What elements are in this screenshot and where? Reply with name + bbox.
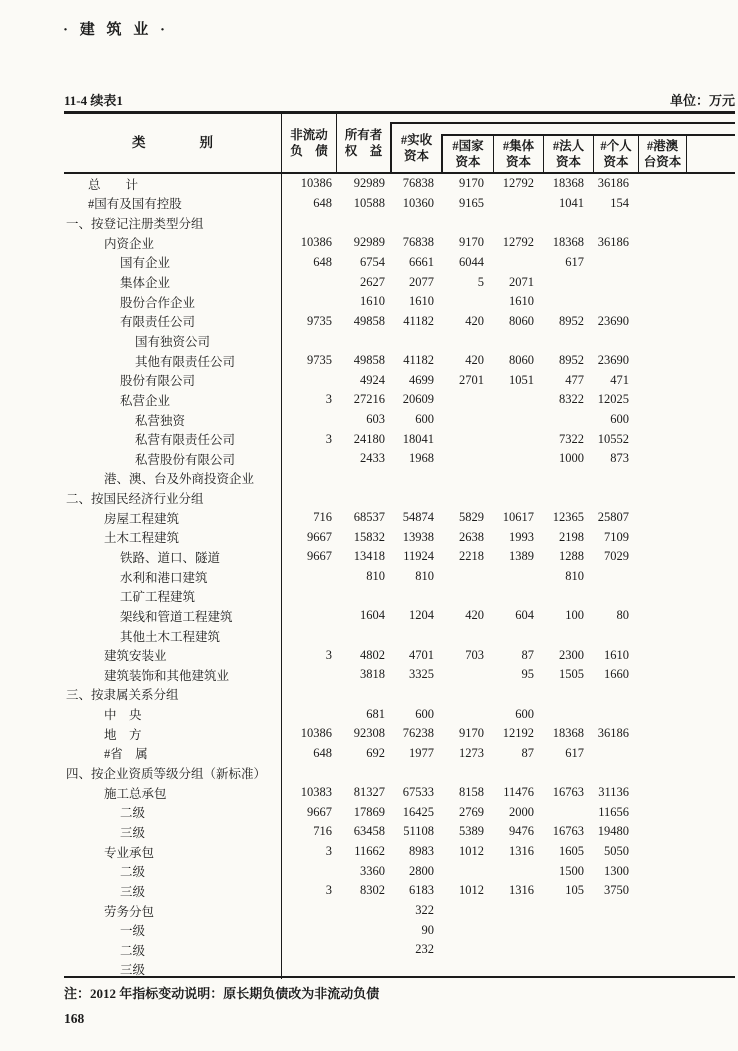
cell-state-capital: 2769 [459, 804, 484, 819]
cell-individual-capital: 600 [610, 412, 629, 426]
cell-noncurrent-liabilities: 3 [325, 647, 332, 662]
column-header-hk-macao-taiwan-capital: #港澳 台资本 [638, 136, 686, 172]
cell-collective-capital: 2000 [509, 804, 534, 819]
cell-owners-equity: 2433 [360, 451, 385, 466]
cell-owners-equity: 2627 [360, 274, 385, 289]
table-row [64, 488, 735, 508]
statistics-table [64, 111, 735, 978]
row-label: #省 属 [64, 744, 282, 764]
row-label: 建筑装饰和其他建筑业 [64, 665, 282, 685]
table-row [64, 567, 735, 587]
table-row [64, 704, 735, 724]
cell-legal-person-capital: 1288 [559, 549, 584, 564]
row-label: 港、澳、台及外商投资企业 [64, 469, 282, 489]
column-header-legal-person-capital: #法人 资本 [543, 136, 593, 172]
table-row [64, 920, 735, 940]
cell-individual-capital: 7029 [604, 549, 629, 564]
cell-paid-in-capital: 1610 [409, 294, 434, 309]
table-row [64, 724, 735, 744]
cell-collective-capital: 8060 [509, 353, 534, 368]
cell-state-capital: 1273 [459, 745, 484, 760]
cell-owners-equity: 17869 [353, 804, 385, 819]
table-row [64, 547, 735, 567]
column-header-owners-equity: 所有者 权 益 [344, 128, 383, 158]
cell-individual-capital: 1660 [604, 667, 629, 682]
cell-state-capital: 420 [465, 608, 484, 623]
row-label: 工矿工程建筑 [64, 586, 282, 606]
cell-collective-capital: 2071 [509, 274, 534, 289]
cell-collective-capital: 12792 [502, 235, 534, 250]
cell-legal-person-capital: 1505 [559, 667, 584, 682]
cell-collective-capital: 12792 [502, 176, 534, 191]
row-label: 中 央 [64, 704, 282, 724]
row-label: 私营股份有限公司 [64, 449, 282, 469]
table-row [64, 861, 735, 881]
row-label: 施工总承包 [64, 783, 282, 803]
cell-legal-person-capital: 2300 [559, 647, 584, 662]
cell-legal-person-capital: 7322 [559, 431, 584, 446]
footnote: 注：2012 年指标变动说明：原长期负债改为非流动负债 [64, 986, 380, 1001]
cell-noncurrent-liabilities: 3 [325, 883, 332, 898]
row-label: 其他土木工程建筑 [64, 626, 282, 646]
row-label: 国有独资公司 [64, 331, 282, 351]
row-label: 劳务分包 [64, 901, 282, 921]
cell-owners-equity: 3818 [360, 667, 385, 682]
cell-legal-person-capital: 105 [565, 883, 584, 898]
table-row [64, 253, 735, 273]
cell-owners-equity: 81327 [353, 785, 385, 800]
cell-individual-capital: 1610 [604, 647, 629, 662]
cell-legal-person-capital: 100 [565, 608, 584, 623]
row-label: 股份合作企业 [64, 292, 282, 312]
cell-collective-capital: 604 [515, 608, 534, 623]
cell-owners-equity: 692 [366, 745, 385, 760]
row-label: 私营有限责任公司 [64, 429, 282, 449]
row-label: 房屋工程建筑 [64, 508, 282, 528]
row-label: 三级 [64, 960, 282, 980]
table-caption: 11-4 续表1 [64, 93, 123, 108]
cell-paid-in-capital: 3325 [409, 667, 434, 682]
row-label: 私营企业 [64, 390, 282, 410]
table-row [64, 842, 735, 862]
row-label: 二、按国民经济行业分组 [64, 488, 282, 508]
cell-state-capital: 420 [465, 353, 484, 368]
running-header: · 建 筑 业 · [63, 22, 170, 38]
cell-owners-equity: 13418 [353, 549, 385, 564]
cell-legal-person-capital: 1500 [559, 863, 584, 878]
cell-state-capital: 9170 [459, 176, 484, 191]
cell-noncurrent-liabilities: 648 [313, 195, 332, 210]
cell-owners-equity: 92989 [353, 235, 385, 250]
cell-paid-in-capital: 18041 [402, 431, 434, 446]
table-row [64, 901, 735, 921]
table-row [64, 429, 735, 449]
column-header-paid-in-capital: #实收 资本 [400, 133, 433, 163]
table-row [64, 331, 735, 351]
row-label: 地 方 [64, 724, 282, 744]
cell-state-capital: 9170 [459, 726, 484, 741]
table-row [64, 449, 735, 469]
cell-individual-capital: 1300 [604, 863, 629, 878]
cell-legal-person-capital: 18368 [552, 176, 584, 191]
row-label: 私营独资 [64, 410, 282, 430]
row-label: 国有企业 [64, 253, 282, 273]
row-label: 建筑安装业 [64, 645, 282, 665]
row-label: 二级 [64, 803, 282, 823]
column-header-individual-capital: #个人 资本 [593, 136, 638, 172]
cell-individual-capital: 7109 [604, 529, 629, 544]
cell-collective-capital: 12192 [502, 726, 534, 741]
cell-legal-person-capital: 12365 [552, 510, 584, 525]
cell-collective-capital: 10617 [502, 510, 534, 525]
cell-paid-in-capital: 76838 [402, 235, 434, 250]
cell-paid-in-capital: 13938 [402, 529, 434, 544]
cell-state-capital: 2218 [459, 549, 484, 564]
cell-individual-capital: 36186 [597, 235, 629, 250]
row-label: 其他有限责任公司 [64, 351, 282, 371]
cell-individual-capital: 80 [616, 608, 629, 623]
cell-noncurrent-liabilities: 10386 [300, 235, 332, 250]
cell-individual-capital: 3750 [604, 883, 629, 898]
cell-owners-equity: 68537 [353, 510, 385, 525]
cell-paid-in-capital: 600 [415, 706, 434, 721]
cell-owners-equity: 3360 [360, 863, 385, 878]
cell-collective-capital: 1051 [509, 372, 534, 387]
cell-paid-in-capital: 4701 [409, 647, 434, 662]
table-row [64, 292, 735, 312]
cell-noncurrent-liabilities: 3 [325, 431, 332, 446]
cell-paid-in-capital: 67533 [402, 785, 434, 800]
cell-state-capital: 2701 [459, 372, 484, 387]
cell-noncurrent-liabilities: 9667 [307, 804, 332, 819]
cell-paid-in-capital: 16425 [402, 804, 434, 819]
table-row [64, 783, 735, 803]
row-label: 二级 [64, 940, 282, 960]
cell-legal-person-capital: 810 [565, 569, 584, 584]
cell-legal-person-capital: 1041 [559, 195, 584, 210]
cell-owners-equity: 15832 [353, 529, 385, 544]
row-label: 总 计 [64, 174, 282, 194]
row-label: 铁路、道口、隧道 [64, 547, 282, 567]
cell-collective-capital: 95 [521, 667, 534, 682]
cell-collective-capital: 87 [521, 745, 534, 760]
cell-collective-capital: 600 [515, 706, 534, 721]
row-label: 土木工程建筑 [64, 528, 282, 548]
cell-collective-capital: 1993 [509, 529, 534, 544]
cell-legal-person-capital: 18368 [552, 235, 584, 250]
cell-paid-in-capital: 600 [415, 412, 434, 426]
row-label: 一、按登记注册类型分组 [64, 213, 282, 233]
cell-paid-in-capital: 76238 [402, 726, 434, 741]
cell-state-capital: 1012 [459, 844, 484, 859]
row-label: 三、按隶属关系分组 [64, 685, 282, 705]
cell-noncurrent-liabilities: 716 [313, 824, 332, 839]
cell-owners-equity: 8302 [360, 883, 385, 898]
cell-collective-capital: 1316 [509, 844, 534, 859]
cell-paid-in-capital: 1968 [409, 451, 434, 466]
table-row [64, 940, 735, 960]
row-label: 三级 [64, 822, 282, 842]
table-row [64, 822, 735, 842]
table-row [64, 586, 735, 606]
table-row [64, 665, 735, 685]
cell-paid-in-capital: 41182 [403, 313, 434, 328]
table-row [64, 960, 735, 980]
cell-noncurrent-liabilities: 10386 [300, 176, 332, 191]
cell-state-capital: 8158 [459, 785, 484, 800]
cell-state-capital: 1012 [459, 883, 484, 898]
cell-legal-person-capital: 617 [565, 254, 584, 269]
cell-owners-equity: 1610 [360, 294, 385, 309]
row-label: 四、按企业资质等级分组（新标准） [64, 763, 282, 783]
cell-noncurrent-liabilities: 9735 [307, 313, 332, 328]
cell-individual-capital: 23690 [597, 313, 629, 328]
cell-owners-equity: 27216 [353, 392, 385, 407]
cell-paid-in-capital: 76838 [402, 176, 434, 191]
cell-paid-in-capital: 322 [415, 903, 434, 918]
row-label: 专业承包 [64, 842, 282, 862]
cell-state-capital: 9165 [459, 195, 484, 210]
cell-state-capital: 5829 [459, 510, 484, 525]
table-row [64, 272, 735, 292]
cell-legal-person-capital: 8322 [559, 392, 584, 407]
cell-legal-person-capital: 18368 [552, 726, 584, 741]
cell-collective-capital: 11476 [503, 785, 534, 800]
cell-owners-equity: 810 [366, 569, 385, 584]
table-row [64, 881, 735, 901]
table-row [64, 194, 735, 214]
cell-owners-equity: 4924 [360, 372, 385, 387]
cell-paid-in-capital: 4699 [409, 372, 434, 387]
cell-paid-in-capital: 10360 [402, 195, 434, 210]
cell-legal-person-capital: 1605 [559, 844, 584, 859]
row-label: 有限责任公司 [64, 311, 282, 331]
paid-in-capital-group [390, 122, 735, 172]
table-row [64, 626, 735, 646]
cell-owners-equity: 24180 [353, 431, 385, 446]
table-caption-row [64, 90, 735, 109]
table-header [64, 114, 735, 174]
table-row [64, 469, 735, 489]
row-label: 内资企业 [64, 233, 282, 253]
unit-label: 单位：万元 [669, 93, 735, 108]
row-label: 股份有限公司 [64, 370, 282, 390]
cell-state-capital: 420 [465, 313, 484, 328]
cell-noncurrent-liabilities: 716 [313, 510, 332, 525]
table-row [64, 803, 735, 823]
cell-state-capital: 703 [465, 647, 484, 662]
cell-individual-capital: 10552 [597, 431, 629, 446]
cell-paid-in-capital: 232 [415, 942, 434, 957]
cell-noncurrent-liabilities: 3 [325, 844, 332, 859]
cell-noncurrent-liabilities: 9667 [307, 529, 332, 544]
page-number: 168 [64, 1011, 85, 1026]
cell-state-capital: 5 [477, 274, 484, 289]
cell-individual-capital: 36186 [597, 726, 629, 741]
cell-state-capital: 6044 [459, 254, 484, 269]
cell-paid-in-capital: 2077 [409, 274, 434, 289]
cell-legal-person-capital: 8952 [559, 353, 584, 368]
cell-paid-in-capital: 51108 [403, 824, 434, 839]
cell-owners-equity: 681 [366, 706, 385, 721]
cell-owners-equity: 6754 [360, 254, 385, 269]
table-row [64, 528, 735, 548]
cell-legal-person-capital: 8952 [559, 313, 584, 328]
cell-state-capital: 5389 [459, 824, 484, 839]
row-label: 三级 [64, 881, 282, 901]
cell-paid-in-capital: 11924 [403, 549, 434, 564]
cell-owners-equity: 63458 [353, 824, 385, 839]
cell-collective-capital: 9476 [509, 824, 534, 839]
cell-paid-in-capital: 810 [415, 569, 434, 584]
cell-noncurrent-liabilities: 9667 [307, 549, 332, 564]
table-row [64, 174, 735, 194]
cell-owners-equity: 11662 [354, 844, 385, 859]
cell-state-capital: 2638 [459, 529, 484, 544]
cell-owners-equity: 4802 [360, 647, 385, 662]
table-row [64, 390, 735, 410]
row-label: 水利和港口建筑 [64, 567, 282, 587]
cell-individual-capital: 19480 [597, 824, 629, 839]
table-body [64, 174, 735, 979]
cell-paid-in-capital: 54874 [402, 510, 434, 525]
cell-noncurrent-liabilities: 9735 [307, 353, 332, 368]
column-header-category: 类 别 [64, 114, 282, 172]
table-row [64, 311, 735, 331]
cell-paid-in-capital: 20609 [402, 392, 434, 407]
column-header-collective-capital: #集体 资本 [493, 136, 543, 172]
cell-owners-equity: 10588 [353, 195, 385, 210]
row-label: #国有及国有控股 [64, 194, 282, 214]
row-label: 二级 [64, 861, 282, 881]
table-row [64, 606, 735, 626]
cell-individual-capital: 5050 [604, 844, 629, 859]
cell-legal-person-capital: 477 [565, 372, 584, 387]
header-spacer [686, 136, 735, 172]
table-row [64, 410, 735, 430]
cell-noncurrent-liabilities: 648 [313, 745, 332, 760]
table-row [64, 351, 735, 371]
cell-owners-equity: 92308 [353, 726, 385, 741]
cell-paid-in-capital: 2800 [409, 863, 434, 878]
cell-individual-capital: 11656 [598, 804, 629, 819]
cell-legal-person-capital: 16763 [552, 785, 584, 800]
column-header-state-capital: #国家 资本 [452, 139, 484, 169]
table-row [64, 370, 735, 390]
cell-owners-equity: 1604 [360, 608, 385, 623]
cell-paid-in-capital: 1977 [409, 745, 434, 760]
column-header-noncurrent-liabilities: 非流动 负 债 [282, 114, 337, 172]
cell-legal-person-capital: 617 [565, 745, 584, 760]
cell-legal-person-capital: 2198 [559, 529, 584, 544]
cell-collective-capital: 1389 [509, 549, 534, 564]
cell-individual-capital: 873 [610, 451, 629, 466]
table-row [64, 508, 735, 528]
cell-individual-capital: 31136 [598, 785, 629, 800]
cell-paid-in-capital: 8983 [409, 844, 434, 859]
cell-paid-in-capital: 1204 [409, 608, 434, 623]
cell-noncurrent-liabilities: 648 [313, 254, 332, 269]
table-row [64, 763, 735, 783]
cell-collective-capital: 1316 [509, 883, 534, 898]
cell-owners-equity: 603 [366, 412, 385, 426]
cell-legal-person-capital: 1000 [559, 451, 584, 466]
cell-legal-person-capital: 16763 [552, 824, 584, 839]
table-row [64, 645, 735, 665]
table-row [64, 744, 735, 764]
row-label: 架线和管道工程建筑 [64, 606, 282, 626]
row-label: 一级 [64, 920, 282, 940]
cell-individual-capital: 12025 [597, 392, 629, 407]
cell-state-capital: 9170 [459, 235, 484, 250]
cell-collective-capital: 8060 [509, 313, 534, 328]
cell-individual-capital: 154 [610, 195, 629, 210]
cell-individual-capital: 23690 [597, 353, 629, 368]
cell-individual-capital: 25807 [597, 510, 629, 525]
row-label: 集体企业 [64, 272, 282, 292]
table-row [64, 685, 735, 705]
table-row [64, 213, 735, 233]
capital-subcolumns-group [441, 134, 735, 172]
cell-paid-in-capital: 6183 [409, 883, 434, 898]
cell-noncurrent-liabilities: 3 [325, 392, 332, 407]
cell-owners-equity: 49858 [353, 353, 385, 368]
cell-collective-capital: 1610 [509, 294, 534, 309]
cell-paid-in-capital: 6661 [409, 254, 434, 269]
cell-collective-capital: 87 [521, 647, 534, 662]
cell-individual-capital: 471 [610, 372, 629, 387]
cell-noncurrent-liabilities: 10383 [300, 785, 332, 800]
table-row [64, 233, 735, 253]
cell-owners-equity: 92989 [353, 176, 385, 191]
cell-noncurrent-liabilities: 10386 [300, 726, 332, 741]
cell-owners-equity: 49858 [353, 313, 385, 328]
cell-individual-capital: 36186 [597, 176, 629, 191]
cell-paid-in-capital: 90 [421, 922, 434, 937]
cell-paid-in-capital: 41182 [403, 353, 434, 368]
